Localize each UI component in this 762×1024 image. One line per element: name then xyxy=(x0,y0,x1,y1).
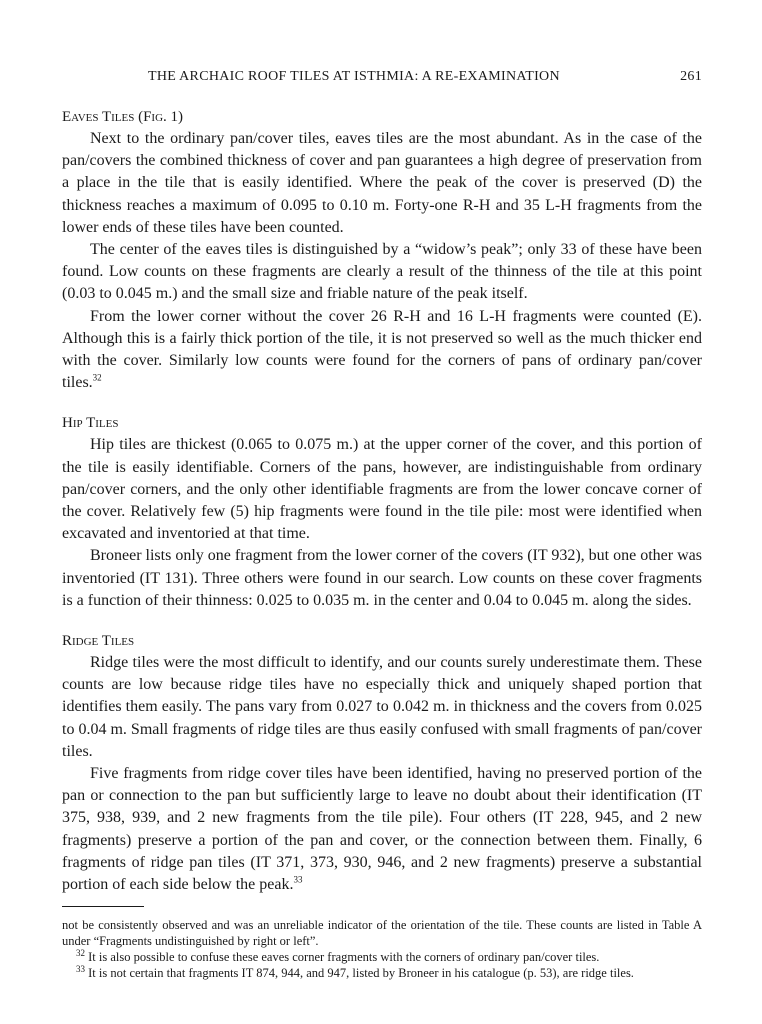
footnote xyxy=(62,949,702,965)
footnote-ref[interactable]: 32 xyxy=(92,372,102,383)
footnote-text: It is also possible to confuse these eaves corner fragments with the corners of ordinary pan/cover tiles. xyxy=(88,950,600,965)
footnote-divider xyxy=(62,906,144,907)
paragraph: Ridge tiles were the most difficult to identify, and our counts surely underestimate them. These counts are low because ridge tiles have no especially thick and uniquely shaped portion that identifies them easily. The pans vary from 0.027 to 0.042 m. in thickness and the covers from 0.025 to 0.04 m. Small fragments of ridge tiles are thus easily confused with small fragments of pan/cover tiles. xyxy=(62,654,702,760)
paragraph xyxy=(62,763,702,896)
section-ridge-tiles xyxy=(62,630,702,896)
section-heading: Eaves Tiles (Fig. 1) xyxy=(62,109,184,125)
section-heading: Ridge Tiles xyxy=(62,633,135,650)
footnotes xyxy=(62,917,702,981)
paragraph xyxy=(62,306,702,395)
footnote-number: 32 xyxy=(76,948,85,959)
footnote-ref[interactable]: 33 xyxy=(293,874,303,885)
paragraph: Hip tiles are thickest (0.065 to 0.075 m.) at the upper corner of the cover, and this portion of the tile is easily identifiable. Corners of the pans, however, are indistinguishable from ordinary pan/cover corners, and the only other identifiable fragments are from the lower concave corner of the cover. Relatively few (5) hip fragments were found in the tile pile: most were identified when excavated and inventoried at that time. xyxy=(62,436,702,543)
page xyxy=(62,66,702,981)
footnote xyxy=(62,965,702,981)
section-hip-tiles xyxy=(62,412,702,612)
section-eaves-tiles xyxy=(62,106,702,394)
footnote-continuation: not be consistently observed and was an unreliable indicator of the orientation of the tile. These counts are listed in Table A under “Fragments undistinguished by right or left”. xyxy=(62,918,702,949)
paragraph: The center of the eaves tiles is distinguished by a “widow’s peak”; only 33 of these have been found. Low counts on these fragments are clearly a result of the thinness of the tile at this point (0.03 to 0.045 m.) and the small size and friable nature of the peak itself. xyxy=(62,241,702,303)
footnote-text: It is not certain that fragments IT 874, 944, and 947, listed by Broneer in his catalogue (p. 53), are ridge tiles. xyxy=(88,966,634,981)
page-number: 261 xyxy=(680,69,702,84)
paragraph-text: From the lower corner without the cover 26 R-H and 16 L-H fragments were counted (E). Although this is a fairly thick portion of the tile, it is not preserved so well as the much thicker end with the cover. Similarly low counts were found for the corners of pans of ordinary pan/cover tiles. xyxy=(62,307,702,392)
footnote-number: 33 xyxy=(76,964,85,975)
paragraph: Broneer lists only one fragment from the lower corner of the covers (IT 932), but one other was inventoried (IT 131). Three others were found in our search. Low counts on these cover fragments is a function of their thinness: 0.025 to 0.035 m. in the center and 0.04 to 0.045 m. along the sides. xyxy=(62,547,702,609)
running-header xyxy=(62,66,702,88)
paragraph: Next to the ordinary pan/cover tiles, eaves tiles are the most abundant. As in the case of the pan/covers the combined thickness of cover and pan guarantees a high degree of preservation from a place in the tile that is easily identified. Where the peak of the cover is preserved (D) the thickness reaches a maximum of 0.095 to 0.10 m. Forty-one R-H and 35 L-H fragments from the lower ends of these tiles have been counted. xyxy=(62,130,702,236)
running-title: THE ARCHAIC ROOF TILES AT ISTHMIA: A RE-EXAMINATION xyxy=(148,69,560,84)
section-heading: Hip Tiles xyxy=(62,415,119,432)
paragraph-text: Five fragments from ridge cover tiles have been identified, having no preserved portion of the pan or connection to the pan but sufficiently large to leave no doubt about their identification (IT 375, 938, 939, and 2 new fragments from the tile pile). Four others (IT 228, 945, and 2 new fragments) preserve a portion of the pan and cover, or the connection between them. Finally, 6 fragments of ridge pan tiles (IT 371, 373, 930, 946, and 2 new fragments) preserve a substantial portion of each side below the peak. xyxy=(62,765,702,894)
